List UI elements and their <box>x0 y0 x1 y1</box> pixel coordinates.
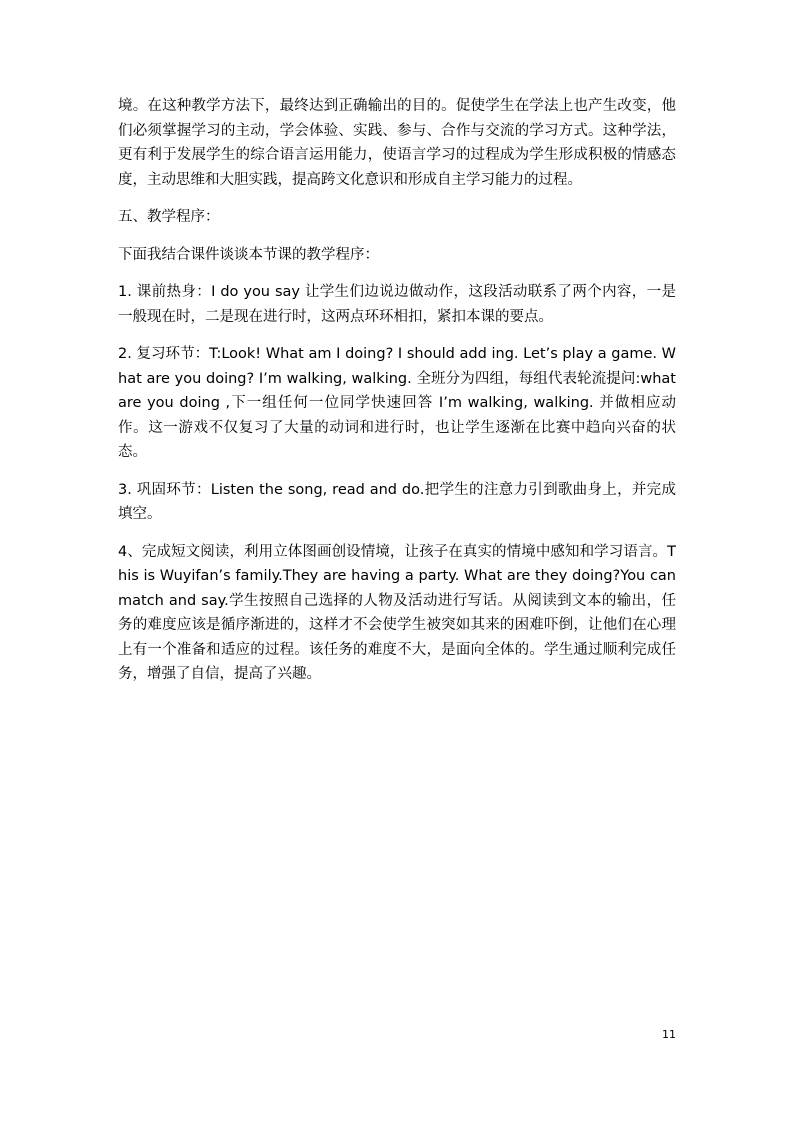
paragraph-intro-continuation: 境。在这种教学方法下，最终达到正确输出的目的。促使学生在学法上也产生改变，他们必须掌握学习的主动，学会体验、实践、参与、合作与交流的学习方式。这种学法，更有利于发展学生的综合语言运用能力，使语言学习的过程成为学生形成积极的情感态度，主动思维和大胆实践，提高跨文化意识和形成自主学习能力的过程。 <box>118 98 676 188</box>
section-heading-teaching-procedure: 五、教学程序： <box>118 209 220 225</box>
paragraph-step-2-review: 2. 复习环节：T:Look! What am I doing? I should add ing. Let’s play a game. What are you doing? I’m walking, walking. 全班分为四组，每组代表轮流提问:what are you doing ,下一组任何一位同学快速回答 I’m walking, walking. 并做相应动作。这一游戏不仅复习了大量的动词和进行时，也让学生逐渐在比赛中趋向兴奋的状态。 <box>118 346 676 460</box>
paragraph-procedure-intro: 下面我结合课件谈谈本节课的教学程序： <box>118 246 379 263</box>
paragraph-step-4-reading: 4、完成短文阅读，利用立体图画创设情境，让孩子在真实的情境中感知和学习语言。This is Wuyifan’s family.They are having a party. What are they doing?You can match and say.学生按照自己选择的人物及活动进行写话。从阅读到文本的输出，任务的难度应该是循序渐进的，这样才不会使学生被突如其来的困难吓倒，让他们在心理上有一个准备和适应的过程。该任务的难度不大，是面向全体的。学生通过顺利完成任务，增强了自信，提高了兴趣。 <box>118 543 676 682</box>
document-body <box>118 94 676 700</box>
paragraph-step-1-warmup: 1. 课前热身：I do you say 让学生们边说边做动作，这段活动联系了两个内容，一是一般现在时，二是现在进行时，这两点环环相扣，紧扣本课的要点。 <box>118 284 676 325</box>
paragraph-step-3-consolidation: 3. 巩固环节：Listen the song, read and do.把学生的注意力引到歌曲身上，并完成填空。 <box>118 481 676 522</box>
page-number: 11 <box>662 1028 676 1041</box>
